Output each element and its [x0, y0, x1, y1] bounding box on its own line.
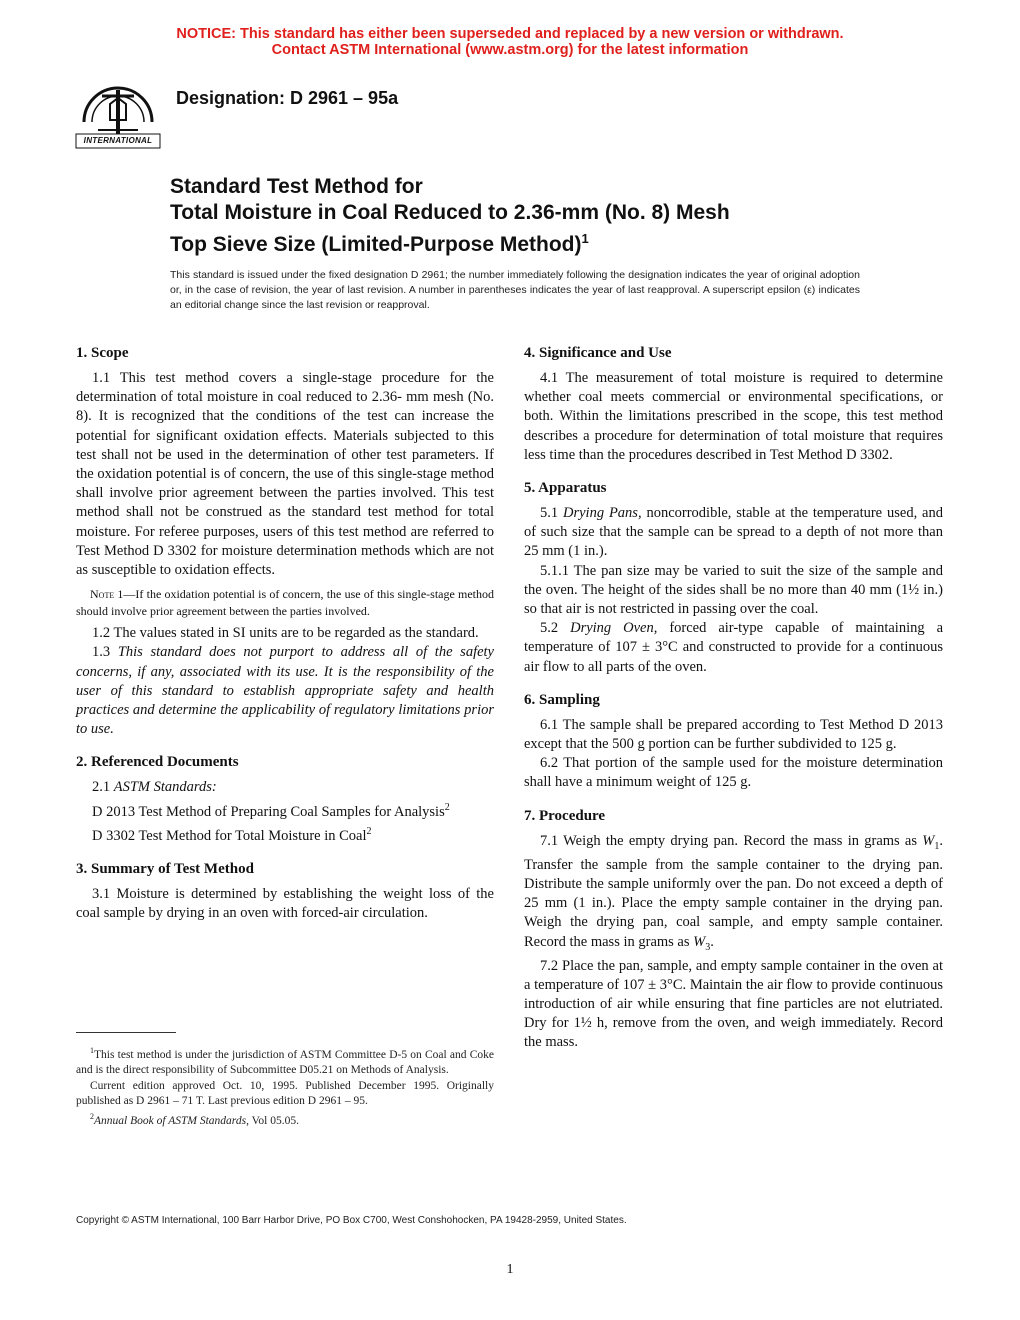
footnote-2-title: Annual Book of ASTM Standards	[94, 1115, 247, 1128]
reference-d3302	[76, 822, 494, 846]
title-line-3	[170, 226, 930, 258]
reference-d2013-text: D 2013 Test Method of Preparing Coal Samples for Analysis	[92, 803, 445, 820]
paragraph-5-2-text: forced air-type capable of maintaining a temperature of 107 ± 3°C and constructed to provide for a continuous air flow to all parts of the oven.	[524, 620, 944, 675]
paragraph-5-2	[524, 619, 943, 677]
paragraph-5-2-number: 5.2	[540, 620, 559, 637]
title-line-1: Standard Test Method for	[170, 175, 423, 198]
designation: Designation: D 2961 – 95a	[176, 88, 399, 108]
variable-w1-subscript: 1	[934, 840, 940, 852]
paragraph-5-1-number: 5.1	[540, 505, 559, 522]
issued-statement: This standard is issued under the fixed designation D 2961; the number immediately following the designation indicates the year of original adoption or, in the case of revision, the year of last revision. A number in parentheses indicates the year of last reapproval. A superscript epsilon (ε) indicates an editorial change since the last revision or reapproval.	[170, 269, 860, 311]
title-line-2: Total Moisture in Coal Reduced to 2.36-mm (No. 8) Mesh	[170, 201, 730, 224]
paragraph-5-1-term: Drying Pans,	[563, 505, 642, 522]
paragraph-2-1	[76, 778, 494, 797]
reference-d3302-mark: 2	[366, 825, 372, 837]
variable-w1: W	[922, 832, 935, 849]
variable-w3-subscript: 3	[705, 941, 711, 953]
footnote-2-mark: 2	[90, 1112, 94, 1122]
footnote-2-text: , Vol 05.05.	[246, 1115, 299, 1128]
section-7-heading: 7. Procedure	[524, 807, 606, 824]
reference-d3302-text: D 3302 Test Method for Total Moisture in Coal	[92, 827, 367, 844]
paragraph-2-1-text: ASTM Standards:	[113, 779, 217, 796]
paragraph-4-1: 4.1 The measurement of total moisture is required to determine whether coal meets commercial or environmental specifications, or both. Within the limitations prescribed in the scope, this test method describes a procedure for determination of total moisture that requires less time than the procedures described in Test Method D 3302.	[524, 370, 943, 463]
left-column	[76, 344, 494, 923]
paragraph-2-1-number: 2.1	[92, 779, 111, 796]
reference-d2013-mark: 2	[444, 801, 450, 813]
section-1-heading: 1. Scope	[76, 345, 129, 361]
paragraph-7-1-part-b: . Transfer the sample from the sample container to the drying pan. Distribute the sample uniformly over the pan. Do not exceed a depth of 25 mm (1 in.). Place the empty sample container in the drying pan. Weigh the drying pan, coal sample, and empty sample container. Record the mass in grams as	[524, 832, 943, 950]
footnote-rule	[76, 1032, 176, 1033]
right-column	[524, 344, 943, 1053]
note-1-label: Note 1—	[90, 587, 136, 602]
astm-logo	[72, 76, 164, 152]
paragraph-1-3-text: This standard does not purport to address all of the safety concerns, if any, associated with its use. It is the responsibility of the user of this standard to establish appropriate safety and health practices and determine the applicability of regulatory limitations prior to use.	[76, 644, 494, 738]
note-1-text: If the oxidation potential is of concern, the use of this single-stage method should involve prior agreement between the parties involved.	[76, 587, 495, 618]
paragraph-7-1-part-a: 7.1 Weigh the empty drying pan. Record the mass in grams as	[540, 832, 918, 849]
paragraph-7-1-part-c: .	[710, 933, 714, 950]
note-1	[76, 586, 494, 619]
paragraph-5-1	[524, 504, 943, 562]
reference-d2013	[76, 798, 494, 822]
page-number: 1	[506, 1262, 514, 1277]
footnotes	[76, 1043, 494, 1130]
section-3-heading: 3. Summary of Test Method	[76, 860, 254, 877]
section-2-heading: 2. Referenced Documents	[76, 754, 239, 771]
paragraph-1-1: 1.1 This test method covers a single-stage procedure for the determination of total moisture in coal reduced to 2.36- mm mesh (No. 8). It is recognized that the conditions of the test can increase the potential for significant oxidation effects. Materials subjected to this test shall not be used in the determination of other test parameters. If the oxidation potential is of concern, the use of this single-stage method shall involve prior agreement between the parties involved. This test method shall not be construed as the standard test method for total moisture. For referee purposes, users of this test method are referred to Test Method D 3302 for moisture determination methods which are not as susceptible to oxidation effects.	[76, 370, 494, 579]
copyright: Copyright © ASTM International, 100 Barr Harbor Drive, PO Box C700, West Conshohocken, PA 19428-2959, United States.	[76, 1215, 627, 1226]
paragraph-1-2: 1.2 The values stated in SI units are to be regarded as the standard.	[92, 625, 479, 642]
footnote-1	[76, 1043, 494, 1079]
logo-subtext: INTERNATIONAL	[83, 136, 153, 145]
paragraph-3-1: 3.1 Moisture is determined by establishing the weight loss of the coal sample by drying in an oven with forced-air circulation.	[76, 885, 494, 921]
paragraph-7-1	[524, 832, 943, 957]
section-5-heading: 5. Apparatus	[524, 480, 607, 497]
paragraph-5-1-text: noncorrodible, stable at the temperature used, and of such size that the sample can be spread to a depth of not more than 25 mm (1 in.).	[524, 505, 943, 560]
footnote-2	[76, 1109, 494, 1129]
paragraph-6-1: 6.1 The sample shall be prepared according to Test Method D 2013 except that the 500 g portion can be further subdivided to 125 g.	[524, 716, 943, 753]
paragraph-5-2-term: Drying Oven,	[570, 620, 658, 637]
paragraph-1-3-number: 1.3	[92, 644, 111, 661]
paragraph-1-3	[76, 643, 494, 739]
title-line-3-text: Top Sieve Size (Limited-Purpose Method)	[170, 233, 582, 256]
section-4-heading: 4. Significance and Use	[524, 345, 672, 361]
notice-line-1: NOTICE: This standard has either been superseded and replaced by a new version or withdrawn.	[176, 26, 844, 42]
notice-line-2: Contact ASTM International (www.astm.org) for the latest information	[271, 42, 749, 58]
variable-w3: W	[693, 933, 706, 950]
footnote-1-mark: 1	[90, 1046, 94, 1055]
paragraph-6-2: 6.2 That portion of the sample used for the moisture determination shall have a minimum weight of 125 g.	[524, 755, 943, 791]
paragraph-7-2: 7.2 Place the pan, sample, and empty sample container in the oven at a temperature of 107 ± 3°C. Maintain the air flow to provide continuous introduction of air while ensuring that fine particles are not elutriated. Dry for 1½ h, remove from the oven, and weigh immediately. Record the mass.	[524, 957, 943, 1051]
section-6-heading: 6. Sampling	[524, 691, 600, 708]
footnote-1-edition: Current edition approved Oct. 10, 1995. Published December 1995. Originally published as D 2961 – 71 T. Last previous edition D 2961 – 95.	[76, 1079, 494, 1108]
footnote-1-text: This test method is under the jurisdiction of ASTM Committee D-5 on Coal and Coke and is the direct responsibility of Subcommittee D05.21 on Methods of Analysis.	[76, 1048, 494, 1077]
title-footnote-mark: 1	[581, 231, 589, 246]
paragraph-5-1-1: 5.1.1 The pan size may be varied to suit the size of the sample and the oven. The height of the sides shall be no more than 40 mm (1½ in.) so that air is not restricted in passing over the coal.	[524, 562, 943, 618]
